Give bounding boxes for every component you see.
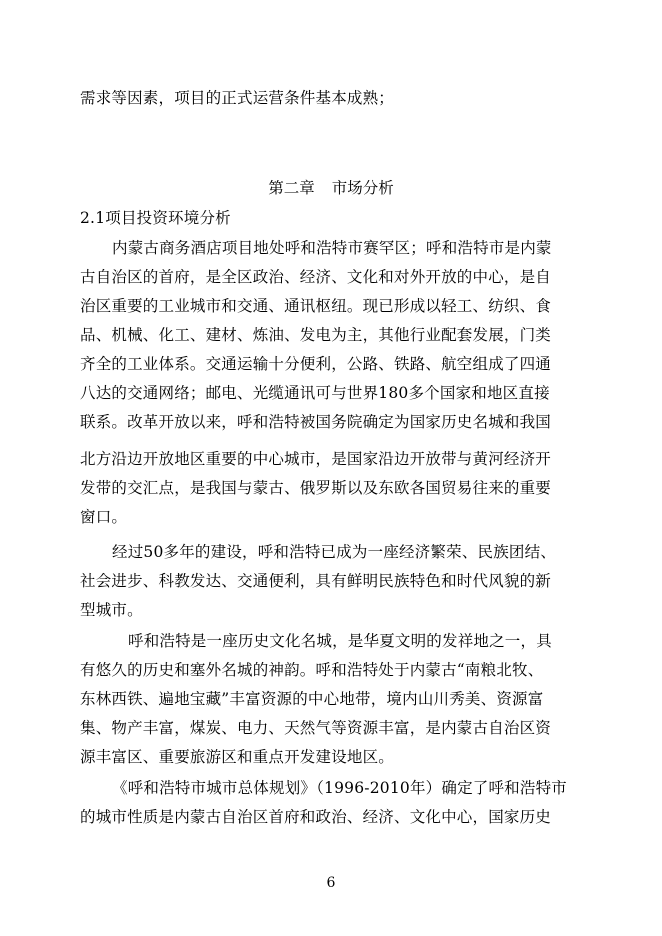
page-number: 6 <box>326 875 336 891</box>
paragraph-line: 社会进步、科教发达、交通便利，具有鲜明民族特色和时代风貌的新 <box>80 572 552 590</box>
paragraph-line: 齐全的工业体系。交通运输十分便利，公路、铁路、航空组成了四通 <box>80 355 552 373</box>
paragraph-line: 窗口。 <box>80 508 128 526</box>
paragraph-line: 呼和浩特是一座历史文化名城，是华夏文明的发祥地之一，具 <box>128 632 552 650</box>
paragraph-line: 有悠久的历史和塞外名城的神韵。呼和浩特处于内蒙古“南粮北牧、 <box>80 661 544 679</box>
paragraph-line: 东林西铁、遍地宝藏”丰富资源的中心地带，境内山川秀美、资源富 <box>80 690 544 708</box>
paragraph-line: 发带的交汇点，是我国与蒙古、俄罗斯以及东欧各国贸易往来的重要 <box>80 479 552 497</box>
paragraph-line: 北方沿边开放地区重要的中心城市，是国家沿边开放带与黄河经济开 <box>80 450 552 468</box>
section-heading: 2.1项目投资环境分析 <box>80 209 231 227</box>
paragraph-line: 内蒙古商务酒店项目地处呼和浩特市赛罕区；呼和浩特市是内蒙 <box>112 239 552 257</box>
paragraph-line: 集、物产丰富，煤炭、电力、天然气等资源丰富，是内蒙古自治区资 <box>80 719 552 737</box>
paragraph-line: 经过50多年的建设，呼和浩特已成为一座经济繁荣、民族团结、 <box>112 543 557 561</box>
chapter-title <box>0 178 662 198</box>
chapter-number: 第二章 <box>268 179 315 197</box>
paragraph-line: 型城市。 <box>80 601 143 619</box>
paragraph-line: 联系。改革开放以来，呼和浩特被国务院确定为国家历史名城和我国 <box>80 413 552 431</box>
paragraph-line: 八达的交通网络；邮电、光缆通讯可与世界180多个国家和地区直接 <box>80 384 550 402</box>
intro-line: 需求等因素，项目的正式运营条件基本成熟； <box>80 89 395 107</box>
chapter-name: 市场分析 <box>331 179 394 197</box>
paragraph-line: 品、机械、化工、建材、炼油、发电为主，其他行业配套发展，门类 <box>80 326 552 344</box>
paragraph-line: 的城市性质是内蒙古自治区首府和政治、经济、文化中心，国家历史 <box>80 808 552 826</box>
paragraph-line: 《呼和浩特市城市总体规划》（1996-2010年）确定了呼和浩特市 <box>112 779 567 797</box>
paragraph-line: 源丰富区、重要旅游区和重点开发建设地区。 <box>80 748 395 766</box>
paragraph-line: 古自治区的首府，是全区政治、经济、文化和对外开放的中心，是自 <box>80 268 552 286</box>
paragraph-line: 治区重要的工业城市和交通、通讯枢纽。现已形成以轻工、纺织、食 <box>80 297 552 315</box>
